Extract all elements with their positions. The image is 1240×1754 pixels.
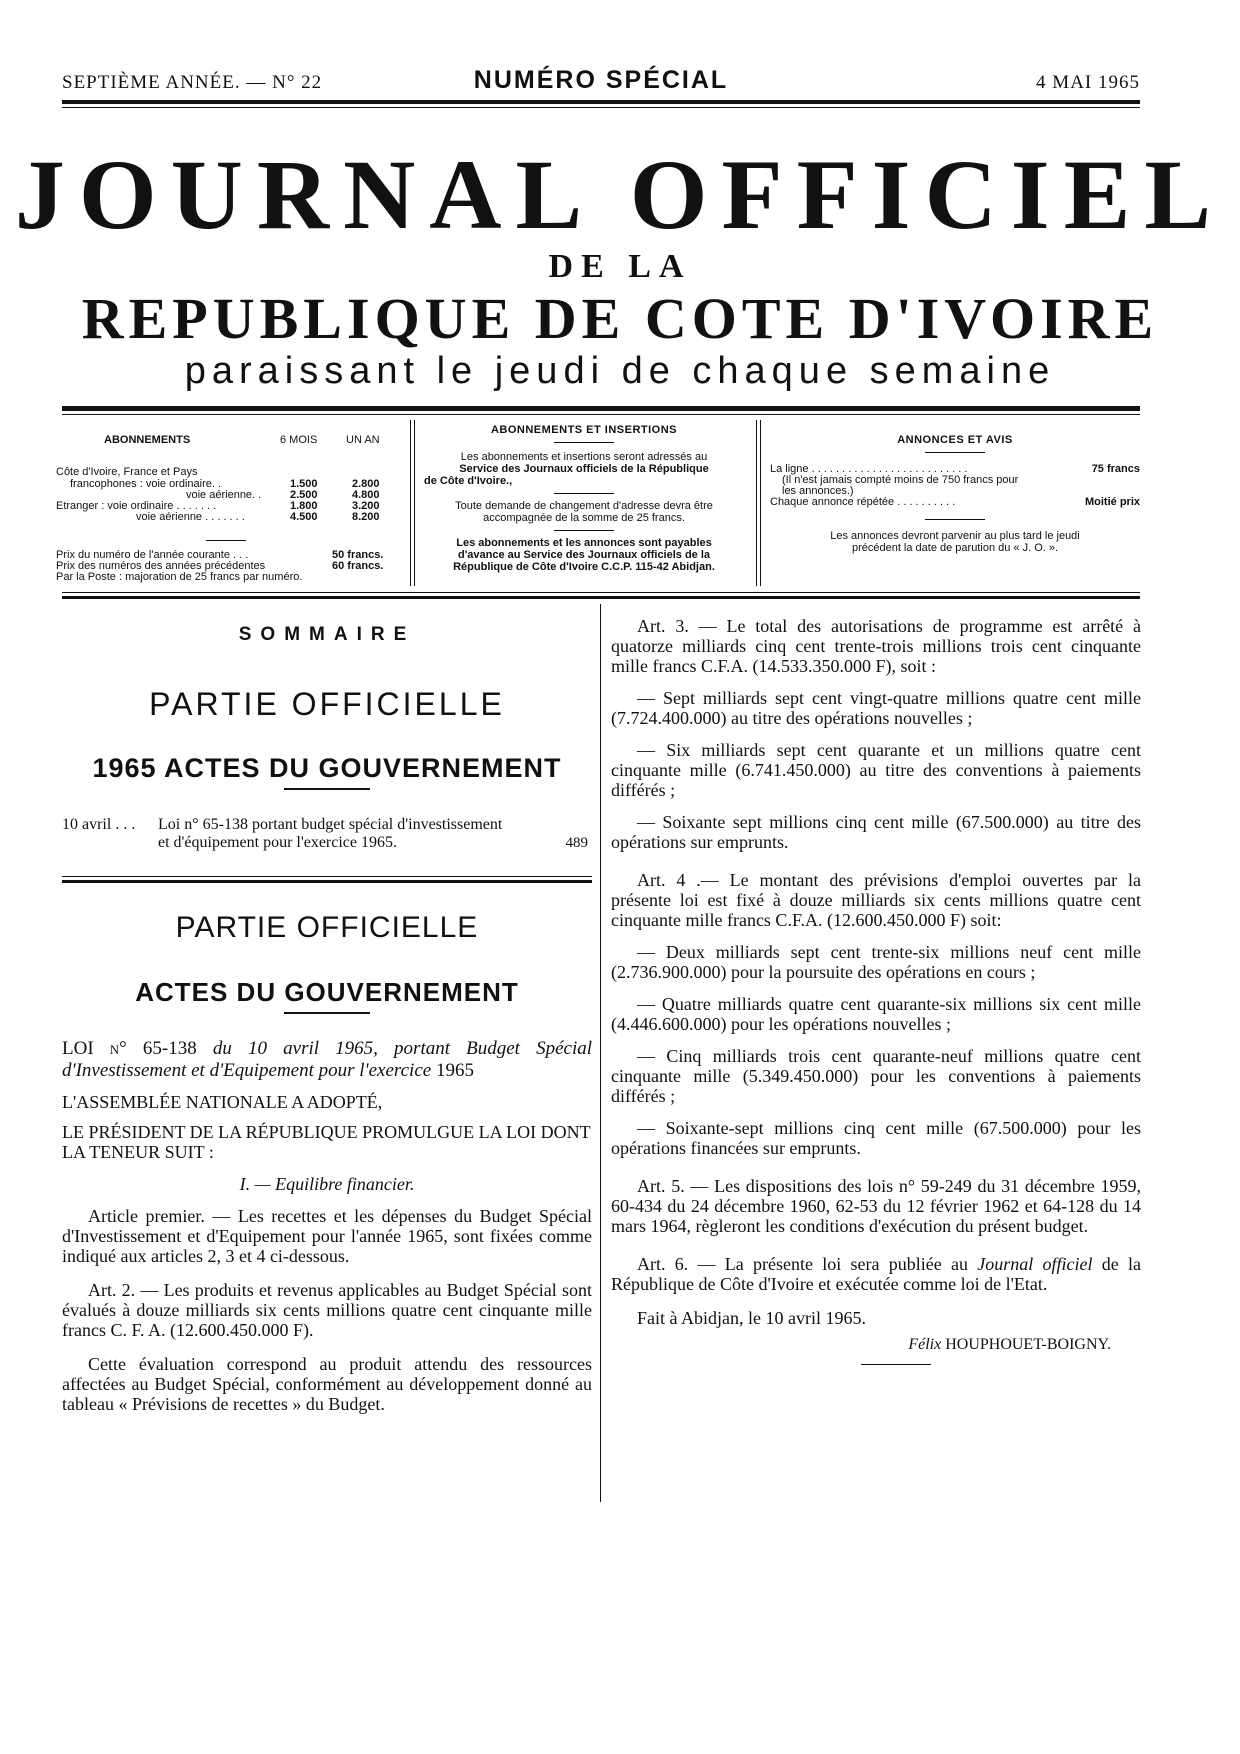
issue-date: 4 MAI 1965 <box>1036 72 1140 93</box>
divider <box>206 540 246 541</box>
rate-value: 2.500 <box>290 489 318 501</box>
divider <box>925 452 985 453</box>
article-3-item: — Sept milliards sept cent vingt-quatre millions quatre cent mille (7.724.400.000) au titre des opérations nouvelles ; <box>611 688 1141 728</box>
article-6 <box>611 1254 1141 1294</box>
insertions-text: de Côte d'Ivoire., <box>424 475 513 487</box>
section-rule <box>62 876 592 877</box>
article-2: Art. 2. — Les produits et revenus applicables au Budget Spécial sont évalués à douze milliards six cents millions quatre cent cinquante mille francs C. F. A. (12.600.450.000 F). <box>62 1280 592 1340</box>
announcement-note: les annonces.) <box>782 485 854 497</box>
rate-value: 8.200 <box>352 511 380 523</box>
box-divider <box>756 420 761 586</box>
price-label: Par la Poste : majoration de 25 francs par numéro. <box>56 571 303 583</box>
sommaire-entry[interactable] <box>62 816 592 852</box>
announcement-rate-value: Moitié prix <box>1084 496 1140 508</box>
divider <box>284 1012 370 1014</box>
sommaire-entry-page: 489 <box>565 835 588 851</box>
col-six-months: 6 MOIS <box>280 434 318 446</box>
subscription-rates <box>56 420 404 584</box>
rate-label: Côte d'Ivoire, France et Pays <box>56 466 198 478</box>
signature-last-name: HOUPHOUET-BOIGNY. <box>945 1336 1111 1353</box>
insertions-text: accompagnée de la somme de 25 francs. <box>483 512 685 524</box>
article-2-note: Cette évaluation correspond au produit attendu des ressources affectées au Budget Spécial, conformément au développement donné au tableau « Prévisions de recettes » du Budget. <box>62 1354 592 1414</box>
divider <box>554 442 614 443</box>
article-4-item: — Quatre milliards quatre cent quarante-six millions six cent mille (4.446.600.000) pour les opérations nouvelles ; <box>611 994 1141 1034</box>
journal-officiel-ref: Journal officiel <box>977 1254 1093 1274</box>
article-3-item: — Six milliards sept cent quarante et un millions quatre cent cinquante mille (6.741.450.000) au titre des conventions à paiements différés ; <box>611 740 1141 800</box>
col-one-year: UN AN <box>346 434 380 446</box>
insertions-text: République de Côte d'Ivoire C.C.P. 115-42 Abidjan. <box>453 561 715 573</box>
insertions-text: Service des Journaux officiels de la République <box>459 463 709 475</box>
divider <box>554 493 614 494</box>
masthead-rule-thin <box>62 414 1140 415</box>
journal-title: JOURNAL OFFICIEL <box>14 139 1226 250</box>
journal-title-country: REPUBLIQUE DE COTE D'IVOIRE <box>81 286 1159 351</box>
rate-value: 1.800 <box>290 500 318 512</box>
law-title <box>62 1038 592 1082</box>
rate-value: 1.500 <box>290 478 318 490</box>
article-6-text: Art. 6. — La présente loi sera publiée au <box>637 1254 968 1274</box>
actes-heading: ACTES DU GOUVERNEMENT <box>135 977 519 1007</box>
announcements-heading: ANNONCES ET AVIS <box>897 434 1013 446</box>
subscription-info-box <box>54 420 1140 584</box>
special-issue-label: NUMÉRO SPÉCIAL <box>473 66 729 94</box>
insertions-text: d'avance au Service des Journaux officiels de la <box>457 549 711 561</box>
rate-value: 4.800 <box>352 489 380 501</box>
rate-label: francophones : voie ordinaire. . <box>70 478 222 490</box>
journal-title-de-la: DE LA <box>548 248 692 285</box>
article-4: Art. 4 .— Le montant des prévisions d'emploi ouvertes par la présente loi est fixé à douze milliards six cents millions quatre cent cinquante mille francs C.F.A. (12.600.450.000 F) soit: <box>611 870 1141 930</box>
insertions-text: Toute demande de changement d'adresse devra être <box>455 500 713 512</box>
assembly-adopted: L'ASSEMBLÉE NATIONALE A ADOPTÉ, <box>62 1092 383 1112</box>
article-4-item: — Deux milliards sept cent trente-six millions neuf cent mille (2.736.900.000) pour la poursuite des opérations en cours ; <box>611 942 1141 982</box>
rate-value: 4.500 <box>290 511 318 523</box>
president-promulgates: LE PRÉSIDENT DE LA RÉPUBLIQUE PROMULGUE LA LOI DONT LA TENEUR SUIT : <box>62 1122 591 1162</box>
rate-value: 3.200 <box>352 500 380 512</box>
announcement-rate-label: La ligne . . . . . . . . . . . . . . . . . . . . . . . . . . <box>770 463 968 475</box>
rate-label: voie aérienne. . <box>186 489 262 501</box>
issue-prices <box>56 549 404 589</box>
law-title-text: du 10 avril 1965, portant Budget Spécial d'Investissement et d'Equipement pour l'exercice <box>62 1038 593 1081</box>
announcement-rate-label: Chaque annonce répétée . . . . . . . . . . <box>770 496 956 508</box>
rate-table <box>56 466 404 540</box>
article-4-item: — Soixante-sept millions cinq cent mille (67.500.000) pour les opérations financées sur emprunts. <box>611 1118 1141 1158</box>
article-3-item: — Soixante sept millions cinq cent mille (67.500.000) au titre des opérations sur emprunts. <box>611 812 1141 852</box>
article-6-text: de la République de Côte d'Ivoire et exécutée comme loi de l'Etat. <box>611 1254 1142 1294</box>
sommaire-actes-heading: 1965 ACTES DU GOUVERNEMENT <box>92 753 562 783</box>
done-at: Fait à Abidjan, le 10 avril 1965. <box>637 1308 866 1328</box>
announcement-note: (Il n'est jamais compté moins de 750 francs pour <box>782 474 1019 486</box>
left-column <box>62 608 592 1414</box>
price-label: Prix des numéros des années précédentes <box>56 560 266 572</box>
section-heading: I. — Equilibre financier. <box>239 1174 415 1194</box>
price-value: 60 francs. <box>332 560 384 572</box>
insertions-text: Les abonnements et les annonces sont payables <box>456 537 712 549</box>
box-divider <box>410 420 415 586</box>
sommaire-entry-date: 10 avril . . . <box>62 816 136 833</box>
sommaire-entry-text: Loi n° 65-138 portant budget spécial d'investissement et d'équipement pour l'exercice 1965. <box>158 816 503 851</box>
signature-first-name: Félix <box>908 1336 942 1353</box>
sommaire-partie-officielle: PARTIE OFFICIELLE <box>149 686 505 722</box>
announcement-deadline: Les annonces devront parvenir au plus tard le jeudi <box>830 530 1080 542</box>
divider <box>554 530 614 531</box>
price-label: Prix du numéro de l'année courante . . . <box>56 549 249 561</box>
signature-rule <box>861 1364 931 1365</box>
issue-number: SEPTIÈME ANNÉE. — N° 22 <box>62 72 323 93</box>
header-rule-thin <box>62 107 1140 108</box>
rate-label: voie aérienne . . . . . . . <box>136 511 245 523</box>
sommaire-heading: SOMMAIRE <box>238 624 416 645</box>
announcements-rates <box>770 420 1140 584</box>
signature <box>611 1336 1141 1354</box>
law-year: 1965 <box>435 1060 474 1081</box>
right-column <box>611 616 1141 1365</box>
rate-value: 2.800 <box>352 478 380 490</box>
article-4-item: — Cinq milliards trois cent quarante-neuf millions quatre cent cinquante mille (5.349.450.000) pour les conventions à paiements différés ; <box>611 1046 1141 1106</box>
publication-frequency: paraissant le jeudi de chaque semaine <box>184 350 1056 392</box>
partie-officielle-heading: PARTIE OFFICIELLE <box>175 911 479 944</box>
column-separator <box>600 604 601 1502</box>
section-rule-thick <box>62 880 592 883</box>
announcement-rate-value: 75 francs <box>1091 463 1140 475</box>
announcement-deadline: précédent la date de parution du « J. O. ». <box>851 542 1059 554</box>
article-5: Art. 5. — Les dispositions des lois n° 59-249 du 31 décembre 1959, 60-434 du 24 décembre 1960, 62-53 du 12 février 1962 et 64-128 du 14 mars 1964, règleront les conditions d'exécution du présent budget. <box>611 1176 1141 1236</box>
masthead-rule <box>62 406 1140 411</box>
article-3: Art. 3. — Le total des autorisations de programme est arrêté à quatorze milliards cinq cent trente-trois millions trois cent cinquante mille francs C.F.A. (14.533.350.000 F), soit : <box>611 616 1141 676</box>
subscription-heading: ABONNEMENTS <box>104 434 191 446</box>
price-value: 50 francs. <box>332 549 384 561</box>
box-bottom-rule <box>62 592 1140 593</box>
divider <box>925 519 985 520</box>
subscription-insertions <box>424 420 744 584</box>
insertions-text: Les abonnements et insertions seront adressés au <box>460 451 708 463</box>
header-rule <box>62 100 1140 104</box>
divider <box>284 788 370 790</box>
rate-label: Etranger : voie ordinaire . . . . . . . <box>56 500 217 512</box>
insertions-heading: ABONNEMENTS ET INSERTIONS <box>490 424 678 436</box>
article-1: Article premier. — Les recettes et les dépenses du Budget Spécial d'Investissement et d'Equipement pour l'année 1965, sont fixées comme indiqué aux articles 2, 3 et 4 ci-dessous. <box>62 1206 592 1266</box>
law-number: LOI n° 65-138 <box>62 1038 197 1059</box>
box-bottom-rule-thick <box>62 596 1140 599</box>
